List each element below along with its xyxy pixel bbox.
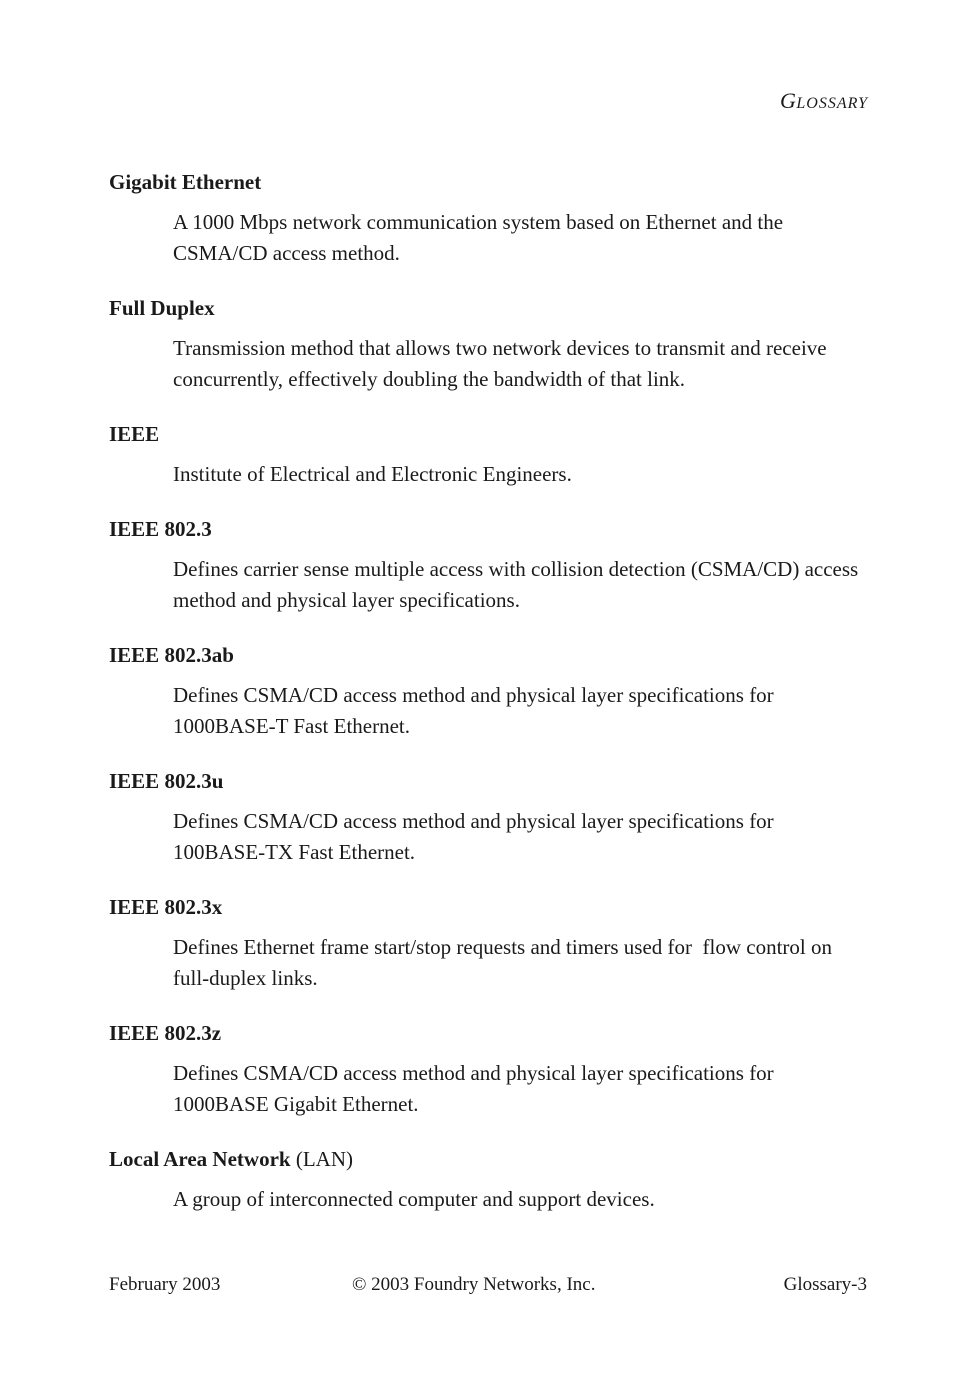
glossary-entry (109, 641, 869, 742)
glossary-entry (109, 1019, 869, 1120)
footer-page-number: Glossary-3 (783, 1274, 867, 1295)
glossary-term (109, 893, 869, 921)
glossary-definition: Defines carrier sense multiple access with collision detection (CSMA/CD) access method and physical layer specifications. (173, 557, 859, 612)
glossary-term (109, 641, 869, 669)
glossary-definition: A group of interconnected computer and support devices. (173, 1187, 655, 1211)
glossary-definition: Defines CSMA/CD access method and physical layer specifications for 1000BASE Gigabit Ethernet. (173, 1061, 774, 1116)
glossary-entry (109, 893, 869, 994)
term-name: IEEE 802.3z (109, 1021, 222, 1045)
glossary-definition: Defines CSMA/CD access method and physical layer specifications for 100BASE-TX Fast Ethernet. (173, 809, 774, 864)
running-head-rest: LOSSARY (796, 95, 868, 112)
glossary-entry (109, 1145, 869, 1215)
glossary-term (109, 168, 869, 196)
glossary-term (109, 767, 869, 795)
glossary-definition: Institute of Electrical and Electronic Engineers. (173, 462, 572, 486)
term-name: IEEE 802.3 (109, 517, 212, 541)
term-name: IEEE 802.3ab (109, 643, 234, 667)
glossary-term (109, 1019, 869, 1047)
term-name: IEEE 802.3x (109, 895, 223, 919)
running-head-initial: G (780, 88, 797, 113)
term-name: IEEE (109, 422, 160, 446)
glossary-list (109, 168, 869, 1240)
glossary-term (109, 294, 869, 322)
term-name: IEEE 802.3u (109, 769, 224, 793)
page-footer (109, 1274, 867, 1300)
glossary-term (109, 420, 869, 448)
footer-copyright: © 2003 Foundry Networks, Inc. (352, 1274, 596, 1295)
term-name: Gigabit Ethernet (109, 170, 262, 194)
term-name: Local Area Network (109, 1147, 291, 1171)
glossary-term (109, 1145, 869, 1173)
glossary-definition: Defines Ethernet frame start/stop requests and timers used for flow control on full-duplex links. (173, 935, 838, 990)
term-name: Full Duplex (109, 296, 215, 320)
glossary-definition: Transmission method that allows two network devices to transmit and receive concurrently, effectively doubling the bandwidth of that link. (173, 336, 827, 391)
glossary-definition: A 1000 Mbps network communication system based on Ethernet and the CSMA/CD access method. (173, 210, 784, 265)
glossary-entry (109, 515, 869, 616)
running-head (780, 88, 868, 114)
footer-date: February 2003 (109, 1274, 221, 1295)
glossary-entry (109, 420, 869, 490)
glossary-entry (109, 294, 869, 395)
glossary-entry (109, 168, 869, 269)
glossary-definition: Defines CSMA/CD access method and physical layer specifications for 1000BASE-T Fast Ethernet. (173, 683, 774, 738)
glossary-term (109, 515, 869, 543)
term-abbreviation: (LAN) (295, 1147, 353, 1171)
glossary-entry (109, 767, 869, 868)
